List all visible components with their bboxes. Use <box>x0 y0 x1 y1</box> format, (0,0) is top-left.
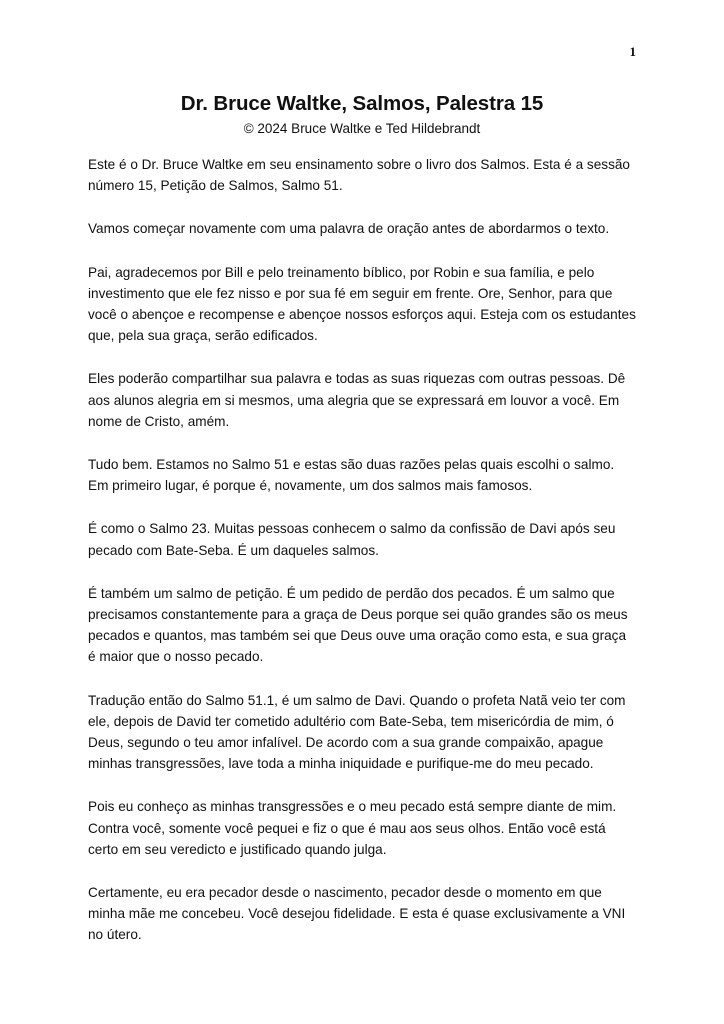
paragraph: Certamente, eu era pecador desde o nascimento, pecador desde o momento em que minha mãe me concebeu. Você desejou fidelidade. E esta é quase exclusivamente a VNI no útero. <box>88 885 626 943</box>
paragraph: Pois eu conheço as minhas transgressões e o meu pecado está sempre diante de mim. Contra você, somente você pequei e fiz o que é mau aos seus olhos. Então você está certo em seu veredicto e justificado quando julga. <box>88 799 617 857</box>
document-body <box>88 154 636 968</box>
paragraph: Este é o Dr. Bruce Waltke em seu ensinamento sobre o livro dos Salmos. Esta é a sessão número 15, Petição de Salmos, Salmo 51. <box>88 157 630 194</box>
paragraph: É como o Salmo 23. Muitas pessoas conhecem o salmo da confissão de Davi após seu pecado com Bate-Seba. É um daqueles salmos. <box>88 521 616 558</box>
paragraph: É também um salmo de petição. É um pedido de perdão dos pecados. É um salmo que precisamos constantemente para a graça de Deus porque sei quão grandes são os meus pecados e quantos, mas também sei que Deus ouve uma oração como esta, e sua graça é maior que o nosso pecado. <box>88 585 628 665</box>
copyright-line: © 2024 Bruce Waltke e Ted Hildebrandt <box>243 121 481 136</box>
document-title: Dr. Bruce Waltke, Salmos, Palestra 15 <box>180 92 544 115</box>
paragraph: Vamos começar novamente com uma palavra de oração antes de abordarmos o texto. <box>88 221 610 237</box>
document-header <box>0 92 724 136</box>
paragraph: Tradução então do Salmo 51.1, é um salmo de Davi. Quando o profeta Natã veio ter com ele, depois de David ter cometido adultério com Bate-Seba, tem misericórdia de mim, ó Deus, segundo o teu amor infalível. De acordo com a sua grande compaixão, apague minhas transgressões, lave toda a minha iniquidade e purifique-me do meu pecado. <box>88 692 626 772</box>
paragraph: Tudo bem. Estamos no Salmo 51 e estas são duas razões pelas quais escolhi o salmo. Em primeiro lugar, é porque é, novamente, um dos salmos mais famosos. <box>88 457 615 494</box>
paragraph: Eles poderão compartilhar sua palavra e todas as suas riquezas com outras pessoas. Dê aos alunos alegria em si mesmos, uma alegria que se expressará em louvor a você. Em nome de Cristo, amém. <box>88 371 626 429</box>
page-number: 1 <box>629 44 636 59</box>
paragraph: Pai, agradecemos por Bill e pelo treinamento bíblico, por Robin e sua família, e pelo investimento que ele fez nisso e por sua fé em seguir em frente. Ore, Senhor, para que você o abençoe e recompense e abençoe nossos esforços aqui. Esteja com os estudantes que, pela sua graça, serão edificados. <box>88 264 636 344</box>
